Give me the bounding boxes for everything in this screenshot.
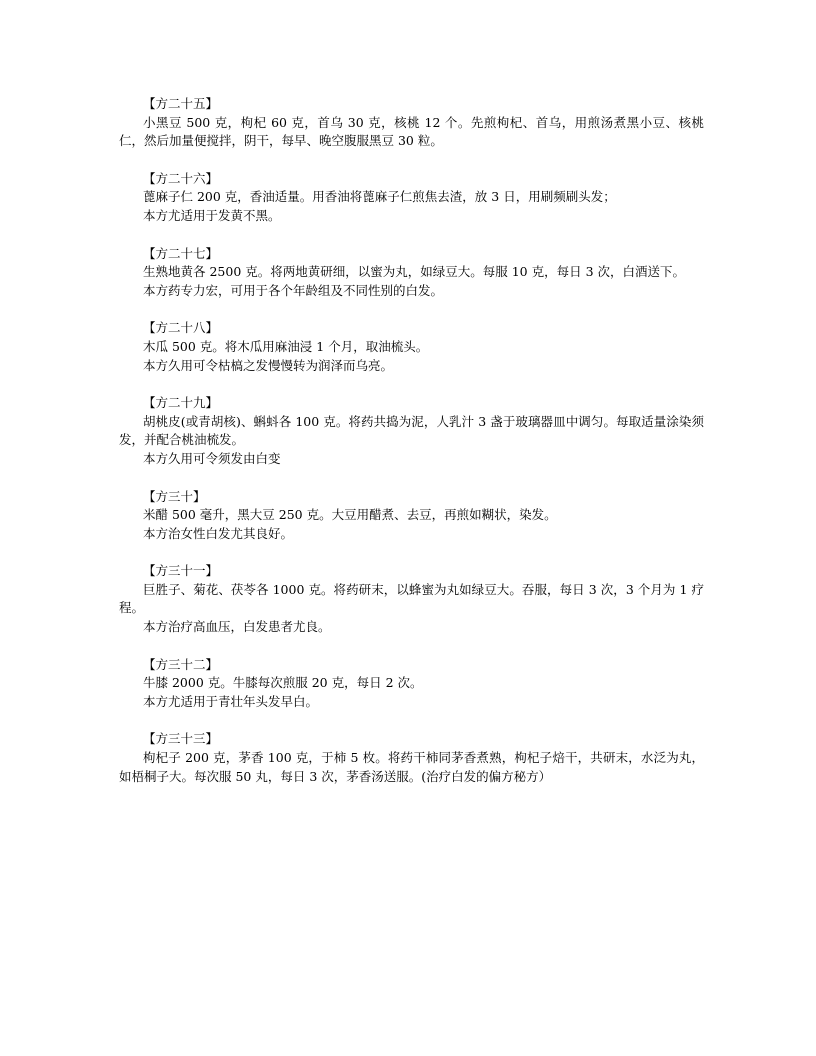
- recipe-heading: 【方三十二】: [143, 656, 219, 672]
- recipe-paragraph: 巨胜子、菊花、茯苓各 1000 克。将药研末，以蜂蜜为丸如绿豆大。吞服，每日 3 次，3 个月为 1 疗程。: [119, 581, 704, 616]
- recipe-note: 本方治疗高血压，白发患者尤良。: [143, 619, 331, 635]
- recipe-section-27: [119, 245, 704, 301]
- recipe-paragraph: 米醋 500 毫升，黑大豆 250 克。大豆用醋煮、去豆，再煎如糊状，染发。: [143, 507, 557, 523]
- recipe-note: 本方久用可令枯槁之发慢慢转为润泽而乌亮。: [143, 357, 394, 373]
- recipe-section-31: [119, 562, 704, 636]
- recipe-paragraph: 蓖麻子仁 200 克，香油适量。用香油将蓖麻子仁煎焦去渣，放 3 日，用刷频刷头发；: [143, 189, 616, 205]
- recipe-heading: 【方二十七】: [143, 245, 219, 261]
- recipe-note: 本方尤适用于青壮年头发早白。: [143, 693, 319, 709]
- recipe-paragraph: 生熟地黄各 2500 克。将两地黄研细，以蜜为丸，如绿豆大。每服 10 克，每日 3 次，白酒送下。: [143, 264, 686, 280]
- recipe-section-32: [119, 656, 704, 712]
- recipe-section-28: [119, 319, 704, 375]
- recipe-section-30: [119, 488, 704, 544]
- recipe-paragraph: 牛膝 2000 克。牛膝每次煎服 20 克，每日 2 次。: [143, 675, 423, 691]
- recipe-paragraph: 枸杞子 200 克，茅香 100 克，于柿 5 枚。将药干柿同茅香煮熟，枸杞子焙干，共研末，水泛为丸，如梧桐子大。每次服 50 丸，每日 3 次，茅香汤送服。(治疗白发的偏方秘方）: [119, 750, 704, 784]
- recipe-heading: 【方二十五】: [143, 96, 219, 111]
- recipe-paragraph: 木瓜 500 克。将木瓜用麻油浸 1 个月，取油梳头。: [143, 338, 429, 354]
- document-page: [119, 95, 704, 805]
- recipe-note: 本方尤适用于发黄不黑。: [143, 207, 281, 223]
- recipe-heading: 【方三十三】: [143, 731, 219, 747]
- recipe-paragraph: 小黑豆 500 克，枸杞 60 克，首乌 30 克，核桃 12 个。先煎枸杞、首乌，用煎汤煮黑小豆、核桃仁，然后加量便搅拌，阴干，每早、晚空腹服黑豆 30 粒。: [119, 114, 704, 149]
- recipe-heading: 【方二十六】: [143, 170, 219, 186]
- recipe-heading: 【方二十八】: [143, 320, 219, 336]
- recipe-section-29: [119, 394, 704, 468]
- recipe-paragraph: 胡桃皮(或青胡核)、蝌蚪各 100 克。将药共捣为泥，人乳汁 3 盏于玻璃器皿中调匀。每取适量涂染须发，并配合桃油梳发。: [119, 413, 704, 448]
- recipe-section-33: [119, 730, 704, 786]
- recipe-heading: 【方二十九】: [143, 395, 219, 411]
- recipe-note: 本方治女性白发尤其良好。: [143, 525, 294, 541]
- recipe-section-26: [119, 170, 704, 226]
- recipe-note: 本方久用可令须发由白变: [143, 450, 281, 466]
- recipe-heading: 【方三十】: [143, 488, 206, 504]
- recipe-note: 本方药专力宏，可用于各个年龄组及不同性别的白发。: [143, 282, 444, 298]
- recipe-heading: 【方三十一】: [143, 563, 219, 579]
- recipe-section-25: [119, 95, 704, 151]
